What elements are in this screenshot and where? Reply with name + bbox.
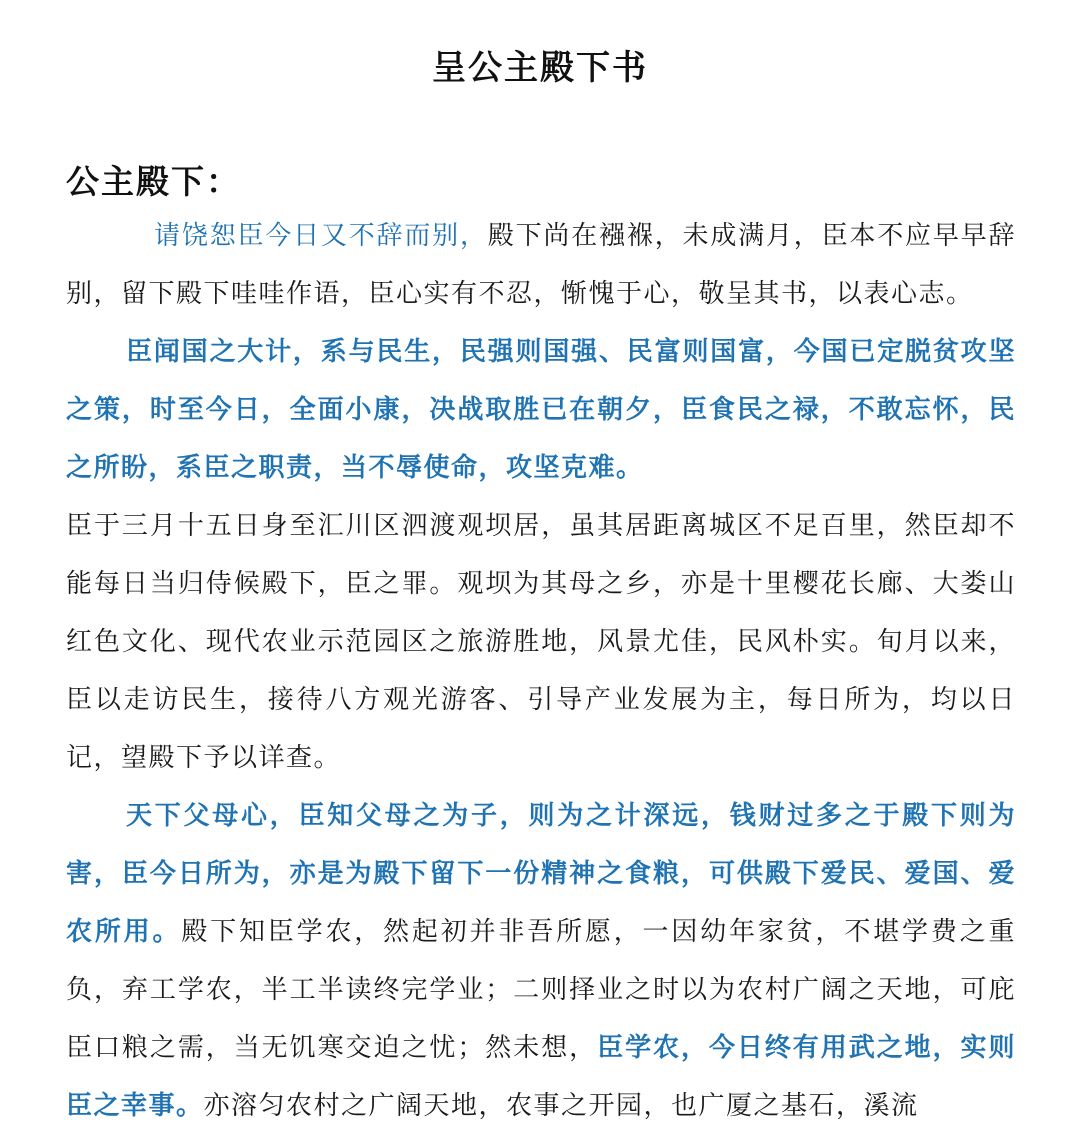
- highlighted-text: 天下父母心，臣知父母之为子，则为之计深远，钱财过多之于殿下则为害，臣今日所为，亦是为殿下留下一份精神之食粮，可供殿下爱民、爱国、爱农所用。: [66, 801, 1016, 947]
- letter-body: [66, 207, 1016, 1135]
- highlighted-text: 请饶恕臣今日又不辞而别，: [154, 221, 488, 251]
- document-title: 呈公主殿下书: [432, 48, 648, 88]
- paragraph-text: 殿下知臣学农，然起初并非吾所愿，一因幼年家贫，不堪学费之重负，弃工学农，半工半读终完学业；二则择业之时以为农村广阔之天地，可庇臣口粮之需，当无饥寒交迫之忧；然未想，: [66, 917, 1016, 1063]
- paragraph-apology: [66, 207, 1016, 323]
- highlighted-text: 臣学农，今日终有用武之地，实则臣之幸事。: [66, 1033, 1016, 1121]
- paragraph-text: 亦溶匀农村之广阔天地，农事之开园，也广厦之基石，溪流: [203, 1091, 919, 1121]
- highlighted-text: 臣闻国之大计，系与民生，民强则国强、民富则国富，今国已定脱贫攻坚之策，时至今日，全面小康，决战取胜已在朝夕，臣食民之禄，不敢忘怀，民之所盼，系臣之职责，当不辱使命，攻坚克难。: [66, 337, 1016, 483]
- paragraph-text: 臣于三月十五日身至汇川区泗渡观坝居，虽其居距离城区不足百里，然臣却不能每日当归侍候殿下，臣之罪。观坝为其母之乡，亦是十里樱花长廊、大娄山红色文化、现代农业示范园区之旅游胜地，风景尤佳，民风朴实。旬月以来，臣以走访民生，接待八方观光游客、引导产业发展为主，每日所为，均以日记，望殿下予以详查。: [66, 511, 1016, 773]
- paragraph-guanba-work: [66, 497, 1016, 787]
- paragraph-national-policy: [66, 323, 1016, 497]
- paragraph-text: 殿下尚在襁褓，未成满月，臣本不应早早辞别，留下殿下哇哇作语，臣心实有不忍，惭愧于心，敬呈其书，以表心志。: [66, 221, 1016, 309]
- paragraph-parents-heart: [66, 787, 1016, 1135]
- salutation: 公主殿下：: [66, 162, 241, 201]
